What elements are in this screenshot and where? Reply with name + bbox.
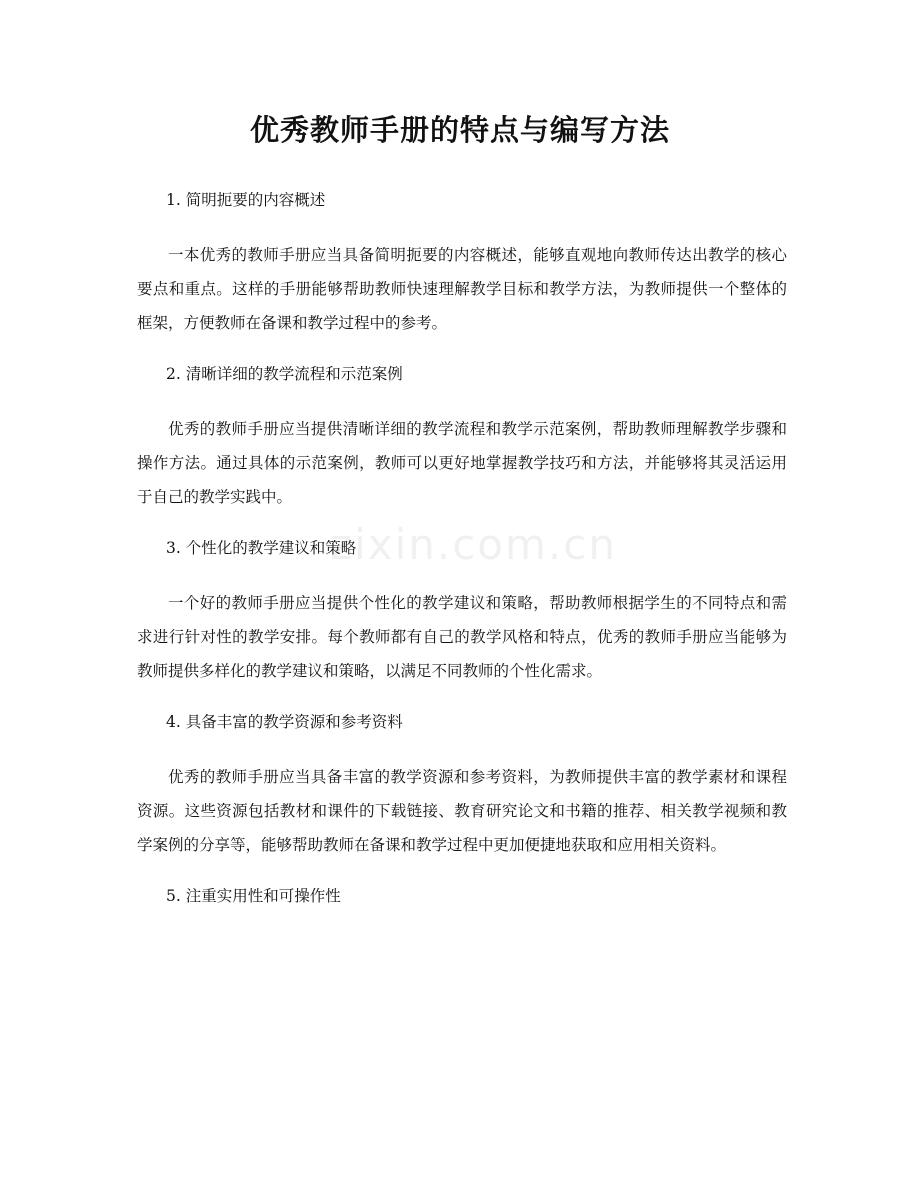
section-heading: 2. 清晰详细的教学流程和示范案例 bbox=[166, 365, 403, 383]
section-2 bbox=[137, 360, 787, 534]
section-body: 一本优秀的教师手册应当具备简明扼要的内容概述，能够直观地向教师传达出教学的核心要点和重点。这样的手册能够帮助教师快速理解教学目标和教学方法，为教师提供一个整体的框架，方便教师在备课和教学过程中的参考。 bbox=[137, 246, 787, 332]
section-heading: 5. 注重实用性和可操作性 bbox=[166, 887, 341, 905]
section-heading: 1. 简明扼要的内容概述 bbox=[166, 191, 326, 209]
section-5 bbox=[137, 882, 787, 910]
section-body: 优秀的教师手册应当提供清晰详细的教学流程和教学示范案例，帮助教师理解教学步骤和操作方法。通过具体的示范案例，教师可以更好地掌握教学技巧和方法，并能够将其灵活运用于自己的教学实践中。 bbox=[137, 420, 787, 506]
watermark: zixin.com.cn bbox=[330, 520, 617, 569]
section-heading: 3. 个性化的教学建议和策略 bbox=[166, 539, 357, 557]
section-heading: 4. 具备丰富的教学资源和参考资料 bbox=[166, 713, 403, 731]
document-title: 优秀教师手册的特点与编写方法 bbox=[249, 113, 670, 147]
section-body: 一个好的教师手册应当提供个性化的教学建议和策略，帮助教师根据学生的不同特点和需求进行针对性的教学安排。每个教师都有自己的教学风格和特点，优秀的教师手册应当能够为教师提供多样化的教学建议和策略，以满足不同教师的个性化需求。 bbox=[137, 594, 787, 680]
section-body: 优秀的教师手册应当具备丰富的教学资源和参考资料，为教师提供丰富的教学素材和课程资源。这些资源包括教材和课件的下载链接、教育研究论文和书籍的推荐、相关教学视频和教学案例的分享等，能够帮助教师在备课和教学过程中更加便捷地获取和应用相关资料。 bbox=[137, 768, 787, 854]
section-4 bbox=[137, 708, 787, 882]
section-1 bbox=[137, 186, 787, 360]
section-3 bbox=[137, 534, 787, 708]
document-content bbox=[137, 186, 787, 910]
